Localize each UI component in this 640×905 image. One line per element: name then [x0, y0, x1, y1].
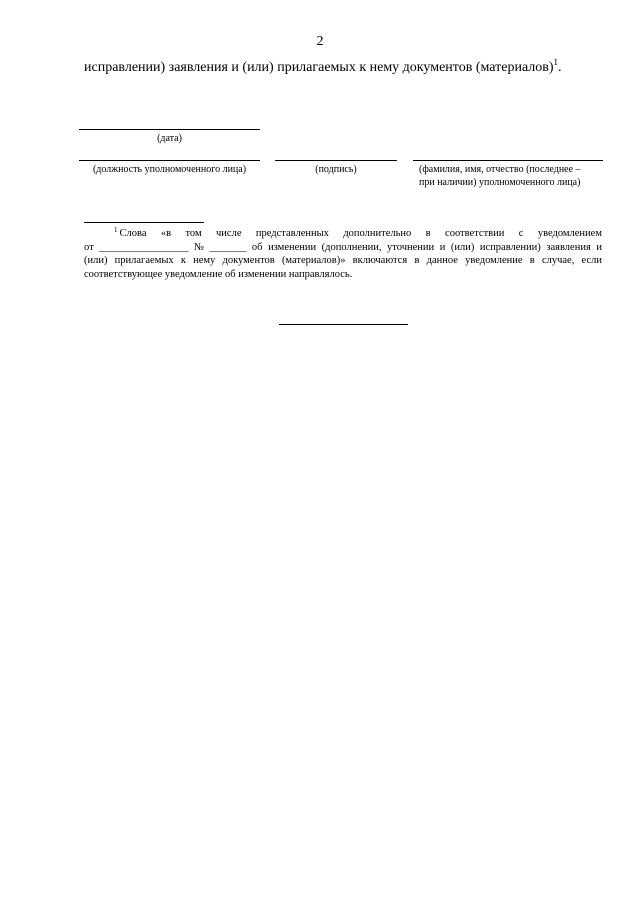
footnote-word: уведомление [465, 255, 523, 266]
name-line [413, 160, 603, 161]
footnote-word: уточнении [387, 241, 435, 253]
footnote-word: и [596, 241, 602, 253]
position-line [79, 160, 260, 161]
footnote-word: уведомлением [537, 228, 602, 239]
footnote-word: если [581, 255, 602, 266]
footnote-reference: 1 [553, 57, 559, 67]
footnote-word-1-0 [114, 227, 146, 241]
footnote-separator [84, 222, 204, 223]
name-caption-line1: (фамилия, имя, отчество (последнее – [419, 164, 581, 175]
footnote-word: прилагаемых [114, 255, 174, 266]
footnote-word: «в [160, 228, 172, 239]
footnote-word: дополнительно [343, 228, 412, 239]
footnote-word: в [425, 228, 431, 239]
footnote-word: (или) [84, 255, 108, 266]
footnote-word: документов [222, 255, 275, 266]
footnote-word: изменении [268, 241, 317, 253]
footnote-word: (или) [450, 241, 475, 253]
footnote-word: нему [193, 255, 216, 266]
footnote-word: числе [216, 228, 242, 239]
date-line [79, 129, 260, 130]
footnote-line-2 [84, 241, 602, 255]
footnote-blank-field: _______ [209, 241, 247, 253]
footnote-line-4: соответствующее уведомление об изменении направлялось. [84, 268, 353, 280]
main-sentence: исправлении) заявления и (или) прилагаемых к нему документов (материалов) [84, 60, 554, 75]
footnote-word: и [439, 241, 446, 253]
name-caption-line2: при наличии) уполномоченного лица) [419, 177, 581, 188]
footnote-word: включаются [352, 255, 408, 266]
footnote-word: к [180, 255, 186, 266]
footnote-word: от [84, 241, 94, 253]
footnote-word: исправлении) [479, 241, 541, 253]
footnote [84, 227, 602, 281]
footnote-word: данное [426, 255, 458, 266]
footnote-word: № [194, 241, 205, 253]
footnote-word: случае, [541, 255, 575, 266]
footnote-word: заявления [546, 241, 591, 253]
footnote-word: об [251, 241, 263, 253]
end-of-document-line [279, 324, 408, 325]
main-text [84, 57, 604, 76]
footnote-word: (дополнении, [321, 241, 382, 253]
page-number: 2 [316, 34, 324, 49]
footnote-word: соответствии [445, 228, 505, 239]
footnote-word: том [185, 228, 202, 239]
footnote-mark: 1 [114, 226, 118, 234]
footnote-line-3 [84, 254, 602, 268]
main-end-period: . [558, 60, 562, 75]
footnote-word: представленных [255, 228, 329, 239]
footnote-word: в [529, 255, 535, 266]
footnote-word: в [414, 255, 420, 266]
footnote-word: с [518, 228, 524, 239]
footnote-word: Слова [119, 228, 147, 239]
footnote-word: (материалов)» [281, 255, 346, 266]
footnote-blank-field: _________________ [99, 241, 189, 253]
signature-caption: (подпись) [315, 164, 357, 175]
signature-line [275, 160, 397, 161]
position-caption: (должность уполномоченного лица) [92, 164, 247, 175]
date-caption: (дата) [157, 133, 182, 144]
footnote-line-1 [84, 227, 602, 241]
